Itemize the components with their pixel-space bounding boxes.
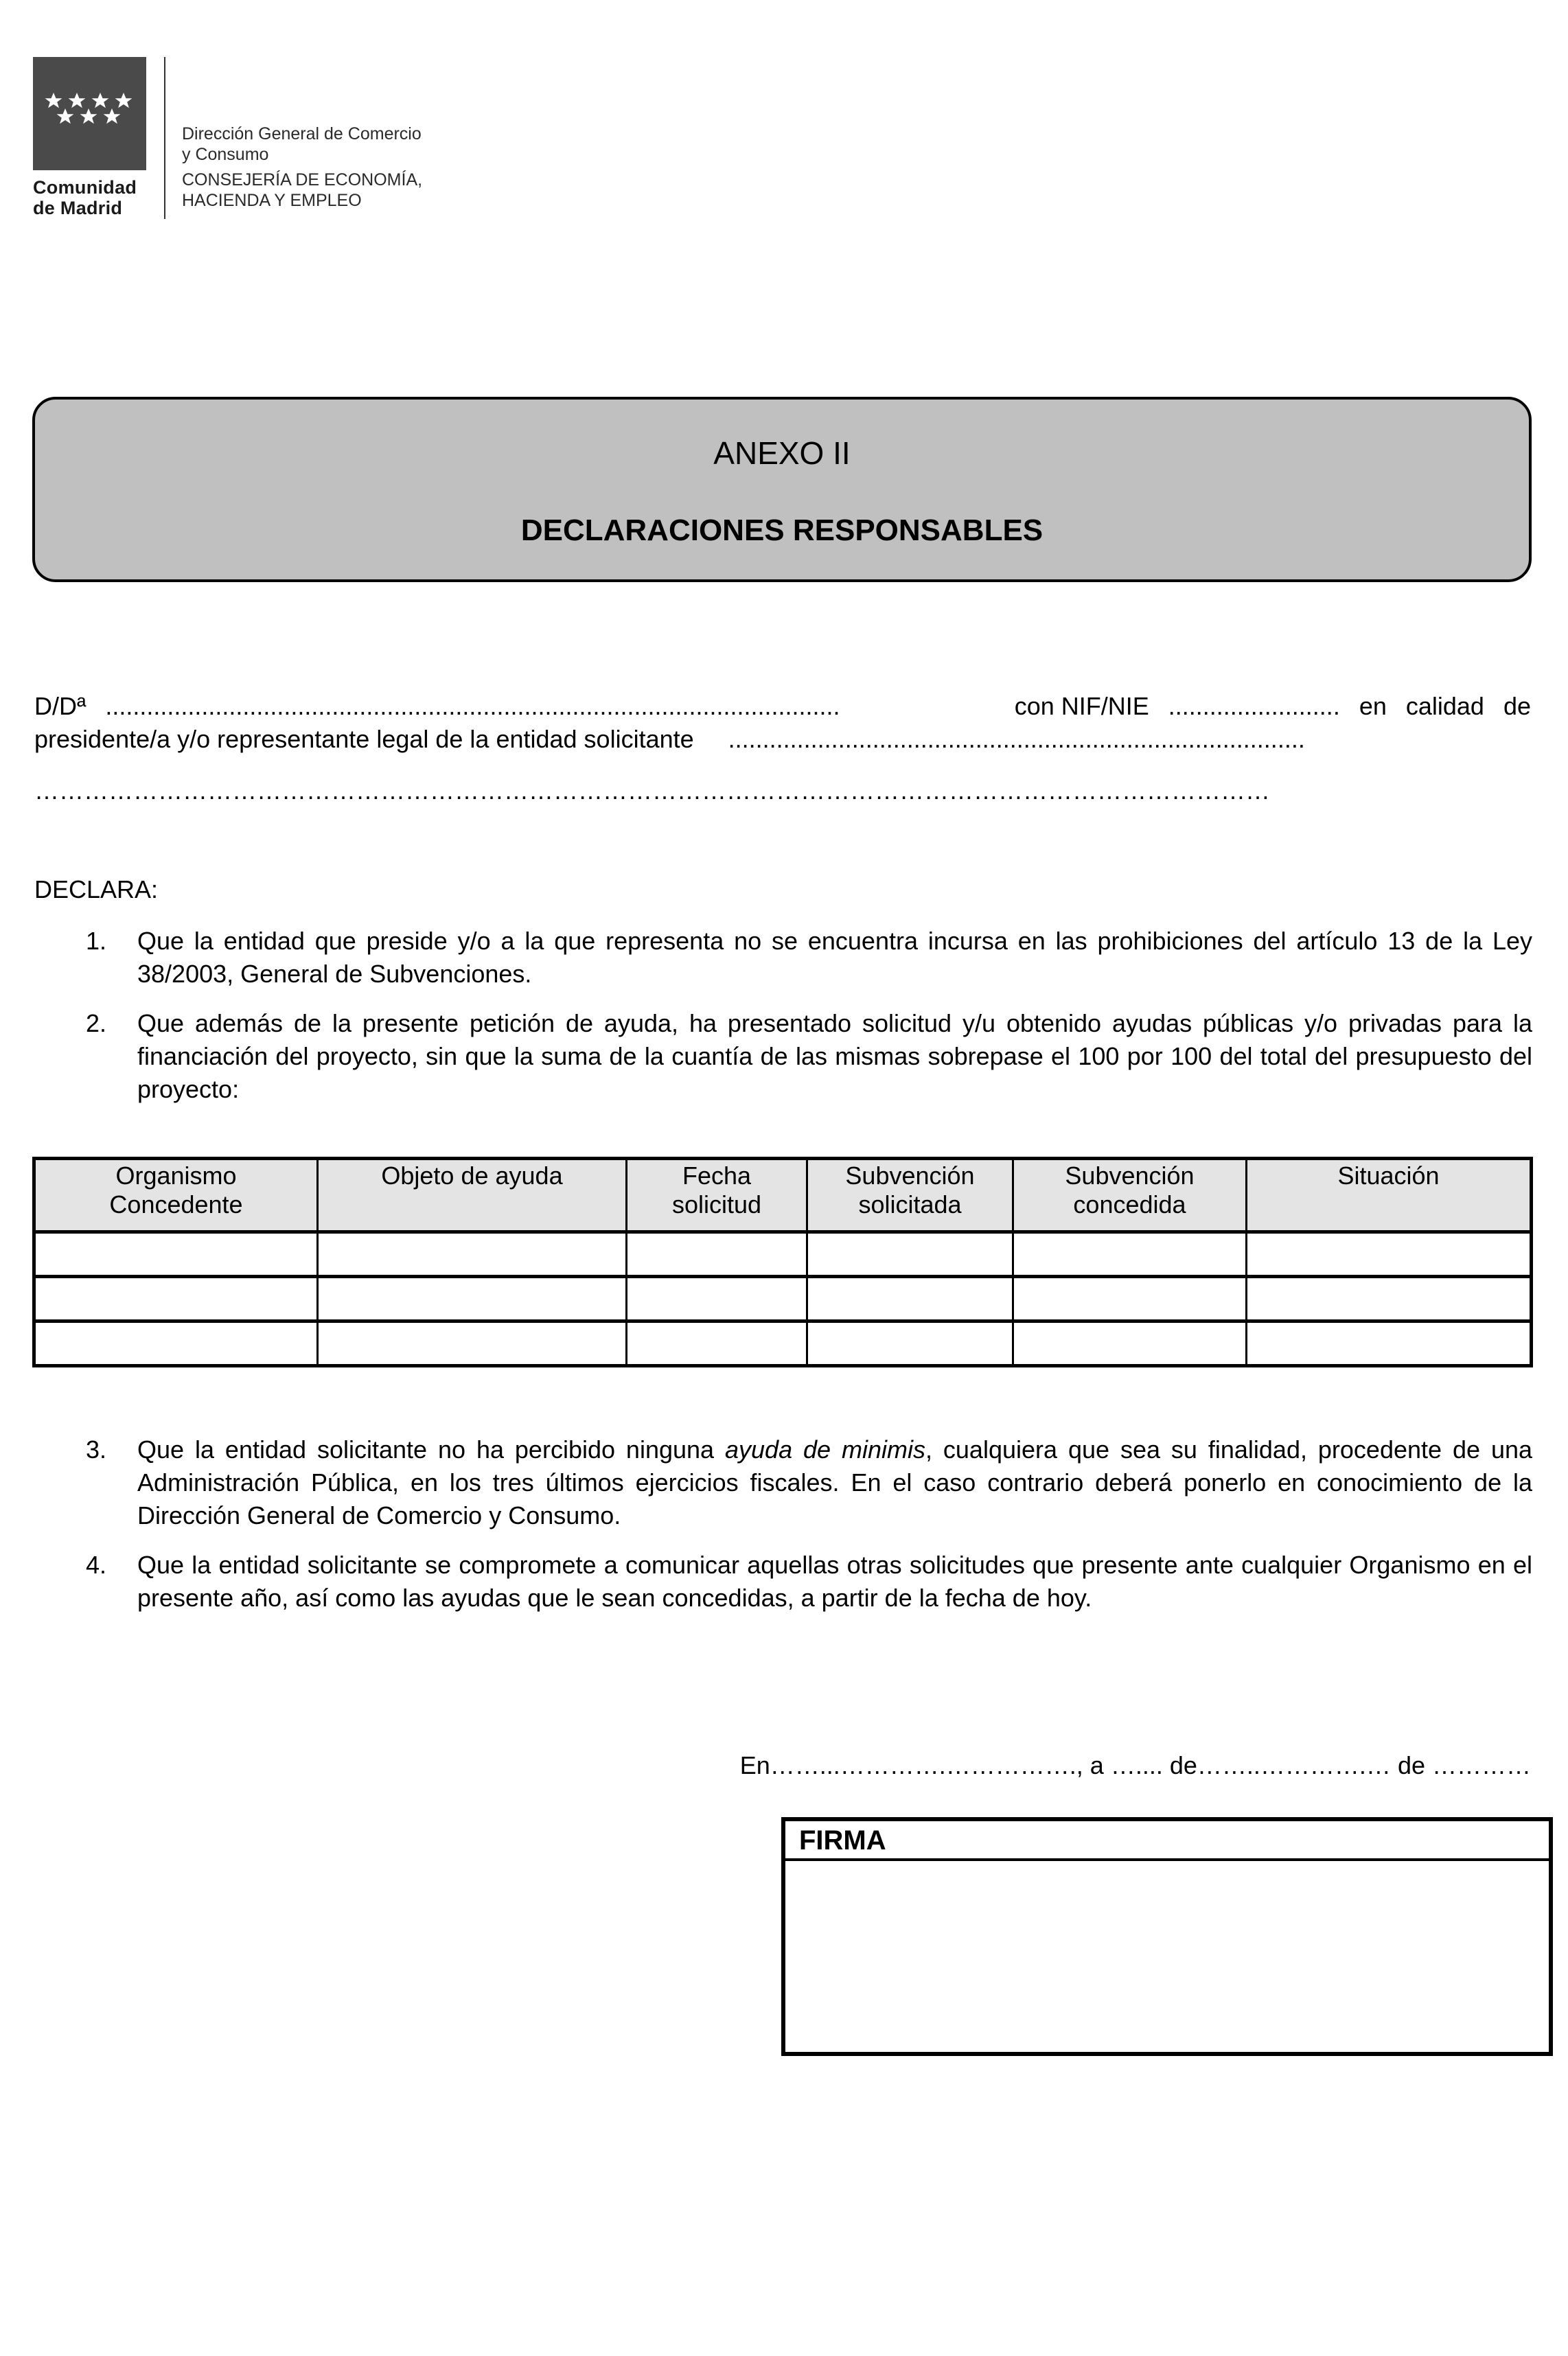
item-number: 1.: [86, 927, 107, 955]
item-text-after: , cualquiera que sea su finalidad, procedente de una Administración Pública, en los tres últimos ejercicios fiscales. En el caso contrario deberá ponerlo en conocimiento de la Dirección General de Comercio y Consumo.: [137, 1435, 1533, 1529]
ministry-line-2: HACIENDA Y EMPLEO: [182, 191, 362, 210]
declarant-line-1: [34, 690, 1531, 723]
month-field[interactable]: ……..………….…: [1197, 1751, 1391, 1779]
title-box: [32, 397, 1532, 582]
col-organismo: Organismo Concedente: [34, 1159, 318, 1232]
table-cell[interactable]: [34, 1277, 318, 1321]
a-label: , a: [1076, 1751, 1104, 1779]
declaration-item-4: [34, 1549, 1532, 1615]
directorate-line-1: Dirección General de Comercio: [182, 124, 422, 143]
col-objeto: Objeto de ayuda: [318, 1159, 627, 1232]
declara-heading: DECLARA:: [34, 875, 159, 903]
table-cell[interactable]: [1247, 1232, 1532, 1277]
table-cell[interactable]: [1247, 1277, 1532, 1321]
table-cell[interactable]: [627, 1232, 807, 1277]
item-text: Que la entidad solicitante se compromete a comunicar aquellas otras solicitudes que presente ante cualquier Organismo en el presente año, así como las ayudas que le sean concedidas, a partir de la fecha de hoy.: [137, 1551, 1532, 1612]
declarant-line-2: [34, 723, 1531, 756]
ministry-line-1: CONSEJERÍA DE ECONOMÍA,: [182, 170, 423, 189]
place-field[interactable]: ……...………….…………….: [770, 1751, 1076, 1779]
nif-label: con NIF/NIE: [1014, 692, 1149, 720]
item-text: Que además de la presente petición de ayuda, ha presentado solicitud y/u obtenido ayudas públicas y/o privadas para la financiación del proyecto, sin que la suma de la cuantía de las mismas sobrepase el 100 por 100 del total del presupuesto del proyecto:: [137, 1009, 1532, 1103]
seven-stars-icon: [33, 89, 146, 130]
name-field[interactable]: ...........................................................................................................: [105, 692, 840, 720]
logo-line-2: de Madrid: [33, 198, 123, 218]
directorate-name: [182, 124, 422, 165]
table-row: [34, 1232, 1532, 1277]
representative-label: presidente/a y/o representante legal de la entidad solicitante: [34, 725, 694, 753]
nif-field[interactable]: .........................: [1168, 692, 1340, 720]
declarant-block: [34, 690, 1531, 756]
table-cell[interactable]: [318, 1277, 627, 1321]
item-number: 3.: [86, 1435, 107, 1464]
calidad-label: en calidad de: [1359, 692, 1531, 720]
de-label-2: de: [1397, 1751, 1425, 1779]
col-situacion: Situación: [1247, 1159, 1532, 1232]
item-number: 2.: [86, 1009, 107, 1037]
table-cell[interactable]: [318, 1232, 627, 1277]
de-label-1: de: [1169, 1751, 1197, 1779]
annex-number: ANEXO II: [713, 435, 851, 471]
signature-header: [785, 1821, 1549, 1861]
dd-label: D/Dª: [34, 692, 87, 720]
col-concedida: Subvención concedida: [1013, 1159, 1247, 1232]
date-line: [593, 1749, 1531, 1782]
table-cell[interactable]: [318, 1321, 627, 1366]
logo-line-1: Comunidad: [33, 177, 137, 198]
table-cell[interactable]: [1013, 1321, 1247, 1366]
header-divider: [164, 57, 165, 219]
table-cell[interactable]: [1013, 1232, 1247, 1277]
item-text-before: Que la entidad solicitante no ha percibido ninguna: [137, 1435, 725, 1464]
signature-label: FIRMA: [799, 1825, 886, 1856]
col-fecha: Fecha solicitud: [627, 1159, 807, 1232]
item-text: Que la entidad que preside y/o a la que representa no se encuentra incursa en las prohibiciones del artículo 13 de la Ley 38/2003, General de Subvenciones.: [137, 927, 1532, 988]
item-number: 4.: [86, 1551, 107, 1579]
table-header-row: [34, 1159, 1532, 1232]
table-cell[interactable]: [807, 1321, 1013, 1366]
declarations-list-bottom: [34, 1433, 1532, 1631]
table-row: [34, 1277, 1532, 1321]
en-label: En: [739, 1751, 770, 1779]
declaration-item-1: [34, 925, 1532, 991]
document-title: DECLARACIONES RESPONSABLES: [520, 513, 1044, 547]
table-cell[interactable]: [807, 1232, 1013, 1277]
directorate-line-2: y Consumo: [182, 145, 269, 164]
declaration-item-2: [34, 1007, 1532, 1106]
table-cell[interactable]: [627, 1277, 807, 1321]
year-field[interactable]: …………: [1432, 1751, 1531, 1779]
table-cell[interactable]: [34, 1321, 318, 1366]
table-cell[interactable]: [807, 1277, 1013, 1321]
declaration-item-3: [34, 1433, 1532, 1532]
item-text-italic: ayuda de minimis: [725, 1435, 925, 1464]
declarations-list-top: [34, 925, 1532, 1122]
table-cell[interactable]: [1247, 1321, 1532, 1366]
signature-area[interactable]: [785, 1861, 1549, 2052]
logo-wordmark: [33, 177, 150, 218]
table-cell[interactable]: [34, 1232, 318, 1277]
aid-table: [32, 1157, 1533, 1367]
day-field[interactable]: …....: [1110, 1751, 1163, 1779]
table-cell[interactable]: [1013, 1277, 1247, 1321]
signature-box: [781, 1817, 1553, 2056]
ministry-name: [182, 170, 422, 211]
col-solicitada: Subvención solicitada: [807, 1159, 1013, 1232]
entity-field-continuation[interactable]: ……………………………………………………………………………………………………………………………………: [34, 776, 1270, 805]
table-row: [34, 1321, 1532, 1366]
entity-field[interactable]: ....................................................................................: [728, 725, 1305, 753]
table-cell[interactable]: [627, 1321, 807, 1366]
